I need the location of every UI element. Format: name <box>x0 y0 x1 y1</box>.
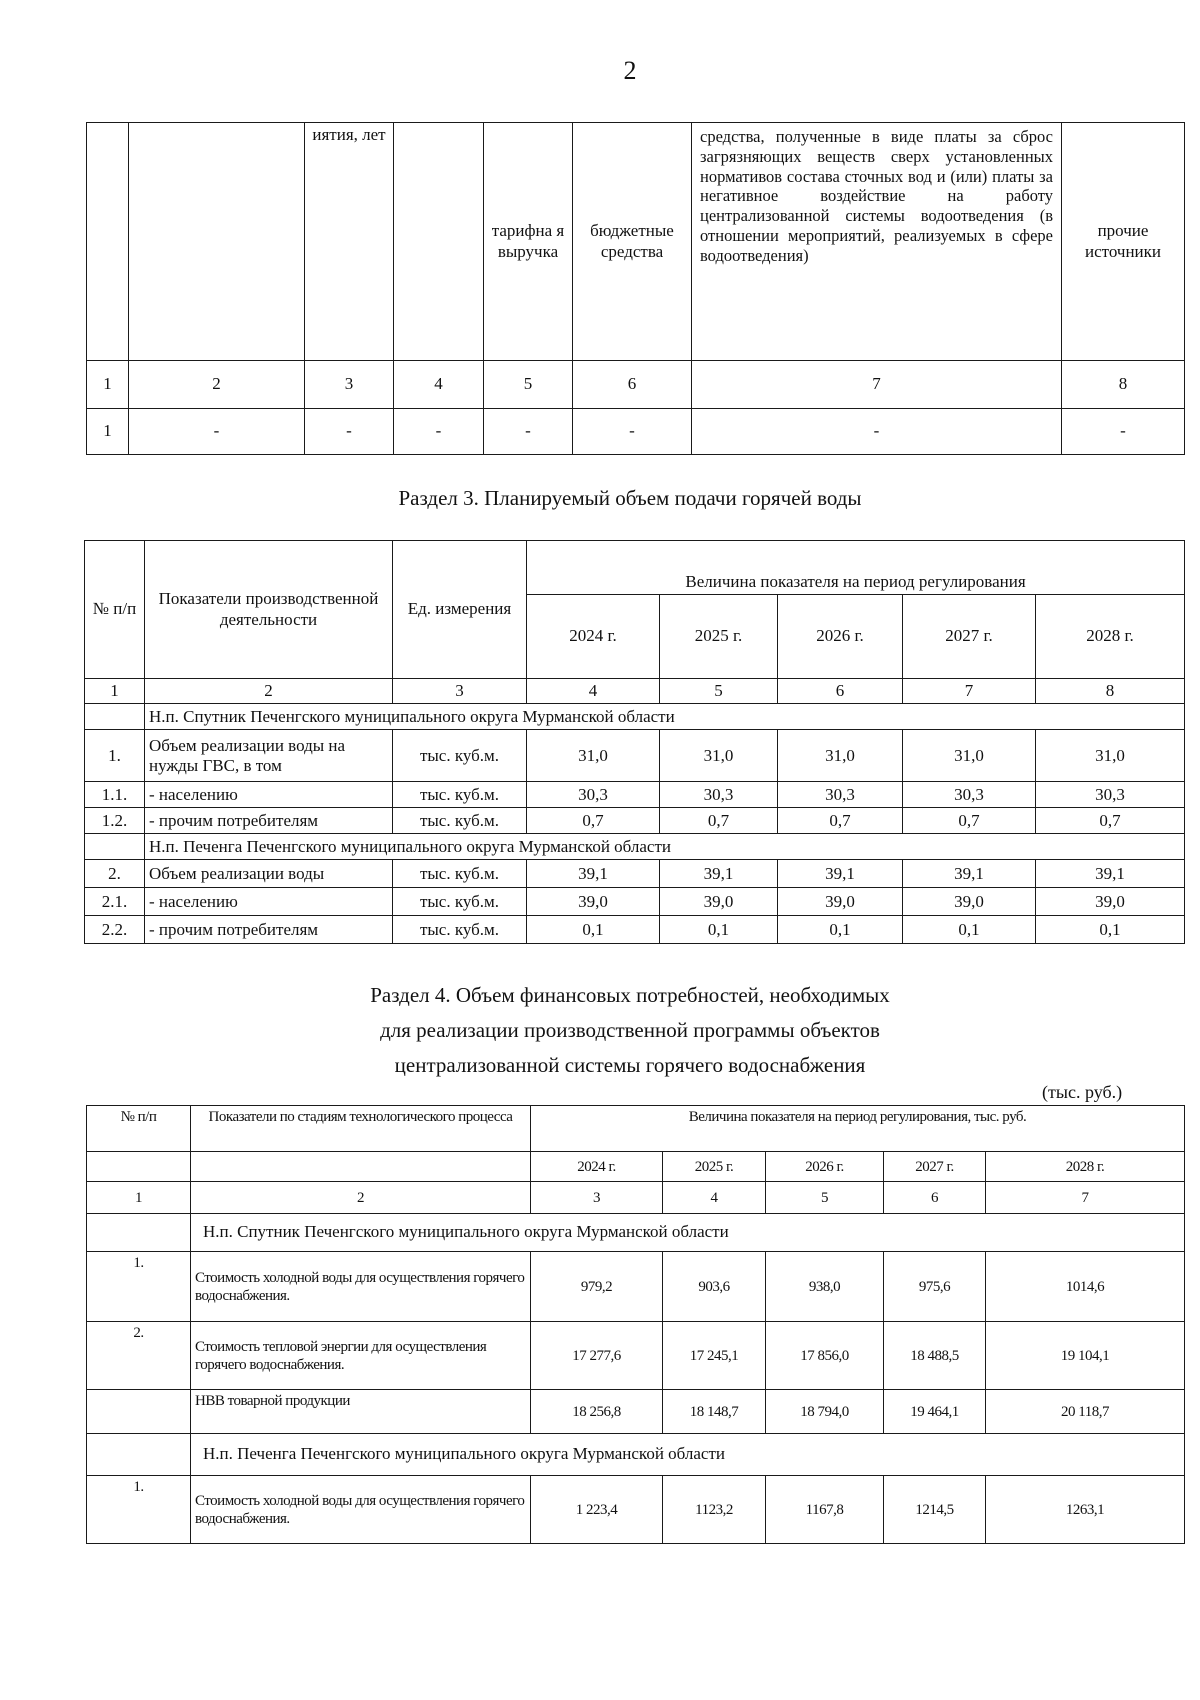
table-header-row <box>85 541 1185 595</box>
table-row: 2.1. - населению тыс. куб.м. 39,0 39,0 39,0 39,0 39,0 <box>85 888 1185 916</box>
group-label: Н.п. Печенга Печенгского муниципального округа Мурманской области <box>191 1434 1185 1476</box>
table-header-row <box>87 1106 1185 1152</box>
financial-needs-table <box>86 1105 1185 1544</box>
header-period: Величина показателя на период регулирования, тыс. руб. <box>531 1106 1185 1152</box>
header-indicator: Показатели производственной деятельности <box>145 541 393 679</box>
header-indicator: Показатели по стадиям технологического процесса <box>191 1106 531 1152</box>
table-row: НВВ товарной продукции 18 256,8 18 148,7 18 794,0 19 464,1 20 118,7 <box>87 1390 1185 1434</box>
sources-table <box>86 122 1185 455</box>
group-label: Н.п. Спутник Печенгского муниципального округа Мурманской области <box>191 1214 1185 1252</box>
header-cell: тарифна я выручка <box>484 123 573 361</box>
years-row: 2024 г. 2025 г. 2026 г. 2027 г. 2028 г. <box>87 1152 1185 1182</box>
hot-water-volume-table <box>84 540 1185 944</box>
header-cell: бюджетные средства <box>573 123 692 361</box>
table-row: 1 - - - - - - - <box>87 409 1185 455</box>
table-row: 2. Стоимость тепловой энергии для осуществления горячего водоснабжения. 17 277,6 17 245,1 17 856,0 18 488,5 19 104,1 <box>87 1322 1185 1390</box>
table-row: 2. Объем реализации воды тыс. куб.м. 39,1 39,1 39,1 39,1 39,1 <box>85 860 1185 888</box>
column-numbers-row: 1 2 3 4 5 6 7 8 <box>87 361 1185 409</box>
column-numbers-row: 1 2 3 4 5 6 7 8 <box>85 679 1185 704</box>
header-num: № п/п <box>87 1106 191 1152</box>
group-label: Н.п. Печенга Печенгского муниципального округа Мурманской области <box>145 834 1185 860</box>
header-unit: Ед. измерения <box>393 541 527 679</box>
table-row: 1.2. - прочим потребителям тыс. куб.м. 0,7 0,7 0,7 0,7 0,7 <box>85 808 1185 834</box>
header-period: Величина показателя на период регулирования <box>527 541 1185 595</box>
table-header-row <box>87 123 1185 361</box>
table-row: 1. Стоимость холодной воды для осуществления горячего водоснабжения. 1 223,4 1123,2 1167,8 1214,5 1263,1 <box>87 1476 1185 1544</box>
group-row <box>87 1434 1185 1476</box>
header-cell: средства, полученные в виде платы за сброс загрязняющих веществ сверх установленных нормативов состава сточных вод и (или) платы за негативное воздействие на работу централизованной системы водоотведения (в отношении мероприятий, реализуемых в сфере водоотведения) <box>692 123 1062 361</box>
header-num: № п/п <box>85 541 145 679</box>
group-row <box>87 1214 1185 1252</box>
header-cell: иятия, лет <box>305 123 394 361</box>
section-4-title: Раздел 4. Объем финансовых потребностей, необходимых для реализации производственной программы объектов централизованной системы горячего водоснабжения <box>370 983 890 1077</box>
page-number: 2 <box>623 56 637 85</box>
table-row: 1. Объем реализации воды на нужды ГВС, в том тыс. куб.м. 31,0 31,0 31,0 31,0 31,0 <box>85 730 1185 782</box>
column-numbers-row: 1 2 3 4 5 6 7 <box>87 1182 1185 1214</box>
unit-note: (тыс. руб.) <box>1042 1082 1123 1102</box>
group-row <box>85 834 1185 860</box>
group-row <box>85 704 1185 730</box>
header-cell: прочие источники <box>1062 123 1185 361</box>
table-row: 2.2. - прочим потребителям тыс. куб.м. 0,1 0,1 0,1 0,1 0,1 <box>85 916 1185 944</box>
group-label: Н.п. Спутник Печенгского муниципального округа Мурманской области <box>145 704 1185 730</box>
table-row: 1. Стоимость холодной воды для осуществления горячего водоснабжения. 979,2 903,6 938,0 975,6 1014,6 <box>87 1252 1185 1322</box>
years-row: 2024 г. 2025 г. 2026 г. 2027 г. 2028 г. <box>85 595 1185 679</box>
section-3-title: Раздел 3. Планируемый объем подачи горячей воды <box>398 486 862 510</box>
table-row: 1.1. - населению тыс. куб.м. 30,3 30,3 30,3 30,3 30,3 <box>85 782 1185 808</box>
